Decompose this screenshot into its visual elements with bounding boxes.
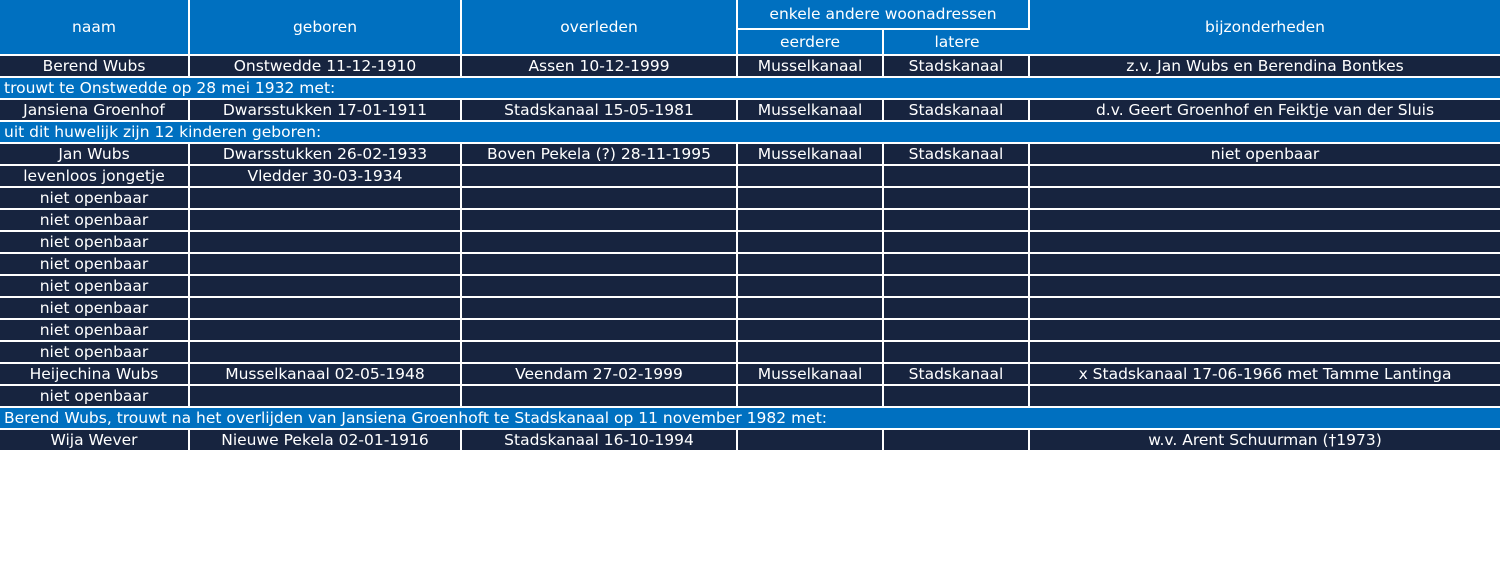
cell-naam: Berend Wubs [0,56,190,78]
cell-overleden [462,254,738,276]
cell-overleden [462,232,738,254]
table-row [0,364,1500,386]
cell-latere [884,166,1030,188]
banner-row [0,122,1500,144]
cell-bijzonderheden [1030,210,1500,232]
table-row [0,342,1500,364]
cell-naam: Wija Wever [0,430,190,452]
cell-geboren: Dwarsstukken 26-02-1933 [190,144,462,166]
cell-geboren: Nieuwe Pekela 02-01-1916 [190,430,462,452]
cell-eerdere [738,320,884,342]
cell-latere: Stadskanaal [884,364,1030,386]
cell-geboren [190,232,462,254]
cell-latere [884,342,1030,364]
cell-naam: niet openbaar [0,188,190,210]
cell-bijzonderheden: d.v. Geert Groenhof en Feiktje van der Sluis [1030,100,1500,122]
header-naam: naam [0,0,190,56]
cell-naam: niet openbaar [0,386,190,408]
cell-geboren [190,298,462,320]
banner-text: Berend Wubs, trouwt na het overlijden van Jansiena Groenhoft te Stadskanaal op 11 november 1982 met: [0,408,1500,430]
cell-latere [884,254,1030,276]
table-row [0,430,1500,452]
banner-row [0,408,1500,430]
cell-naam: Heijechina Wubs [0,364,190,386]
cell-bijzonderheden [1030,276,1500,298]
cell-overleden: Boven Pekela (?) 28-11-1995 [462,144,738,166]
cell-latere [884,276,1030,298]
cell-eerdere: Musselkanaal [738,144,884,166]
cell-bijzonderheden: x Stadskanaal 17-06-1966 met Tamme Lantinga [1030,364,1500,386]
cell-naam: niet openbaar [0,276,190,298]
table-row [0,320,1500,342]
cell-eerdere: Musselkanaal [738,364,884,386]
cell-naam: niet openbaar [0,298,190,320]
cell-latere: Stadskanaal [884,144,1030,166]
cell-bijzonderheden: z.v. Jan Wubs en Berendina Bontkes [1030,56,1500,78]
table-row [0,232,1500,254]
cell-overleden: Veendam 27-02-1999 [462,364,738,386]
cell-eerdere [738,386,884,408]
cell-bijzonderheden [1030,188,1500,210]
cell-naam: niet openbaar [0,232,190,254]
cell-bijzonderheden [1030,298,1500,320]
cell-latere: Stadskanaal [884,56,1030,78]
cell-overleden [462,276,738,298]
header-woonadressen: enkele andere woonadressen [738,0,1030,30]
cell-geboren [190,386,462,408]
cell-latere [884,188,1030,210]
cell-overleden [462,386,738,408]
cell-geboren [190,276,462,298]
cell-latere [884,430,1030,452]
cell-naam: niet openbaar [0,320,190,342]
cell-eerdere [738,342,884,364]
cell-naam: niet openbaar [0,254,190,276]
table-row [0,56,1500,78]
cell-naam: Jansiena Groenhof [0,100,190,122]
cell-bijzonderheden [1030,254,1500,276]
cell-geboren: Onstwedde 11-12-1910 [190,56,462,78]
cell-latere [884,210,1030,232]
table-row [0,210,1500,232]
table-row [0,298,1500,320]
cell-geboren [190,342,462,364]
banner-row [0,78,1500,100]
cell-eerdere [738,254,884,276]
header-geboren: geboren [190,0,462,56]
cell-latere [884,320,1030,342]
cell-eerdere [738,166,884,188]
cell-overleden: Stadskanaal 16-10-1994 [462,430,738,452]
cell-geboren: Dwarsstukken 17-01-1911 [190,100,462,122]
cell-naam: niet openbaar [0,210,190,232]
table-row [0,276,1500,298]
cell-naam: levenloos jongetje [0,166,190,188]
table-row [0,166,1500,188]
cell-latere [884,298,1030,320]
cell-latere [884,386,1030,408]
cell-eerdere [738,430,884,452]
cell-eerdere [738,276,884,298]
cell-overleden [462,342,738,364]
cell-bijzonderheden [1030,232,1500,254]
cell-eerdere: Musselkanaal [738,100,884,122]
cell-bijzonderheden [1030,342,1500,364]
cell-overleden: Assen 10-12-1999 [462,56,738,78]
cell-naam: Jan Wubs [0,144,190,166]
cell-latere [884,232,1030,254]
header-eerdere: eerdere [738,30,884,56]
cell-latere: Stadskanaal [884,100,1030,122]
cell-geboren [190,320,462,342]
cell-eerdere [738,298,884,320]
cell-geboren: Musselkanaal 02-05-1948 [190,364,462,386]
cell-geboren [190,210,462,232]
header-row [0,0,1500,30]
table-row [0,386,1500,408]
table-row [0,100,1500,122]
cell-bijzonderheden [1030,320,1500,342]
cell-eerdere [738,188,884,210]
cell-overleden [462,320,738,342]
banner-text: trouwt te Onstwedde op 28 mei 1932 met: [0,78,1500,100]
cell-overleden [462,210,738,232]
table-row [0,144,1500,166]
cell-overleden [462,166,738,188]
cell-bijzonderheden: w.v. Arent Schuurman (†1973) [1030,430,1500,452]
cell-overleden [462,298,738,320]
header-overleden: overleden [462,0,738,56]
cell-bijzonderheden [1030,386,1500,408]
table-row [0,188,1500,210]
banner-text: uit dit huwelijk zijn 12 kinderen geboren: [0,122,1500,144]
cell-eerdere: Musselkanaal [738,56,884,78]
cell-bijzonderheden: niet openbaar [1030,144,1500,166]
table-row [0,254,1500,276]
cell-geboren [190,254,462,276]
cell-geboren: Vledder 30-03-1934 [190,166,462,188]
header-latere: latere [884,30,1030,56]
cell-overleden: Stadskanaal 15-05-1981 [462,100,738,122]
cell-eerdere [738,210,884,232]
cell-bijzonderheden [1030,166,1500,188]
cell-overleden [462,188,738,210]
cell-geboren [190,188,462,210]
cell-naam: niet openbaar [0,342,190,364]
cell-eerdere [738,232,884,254]
header-bijzonderheden: bijzonderheden [1030,0,1500,56]
